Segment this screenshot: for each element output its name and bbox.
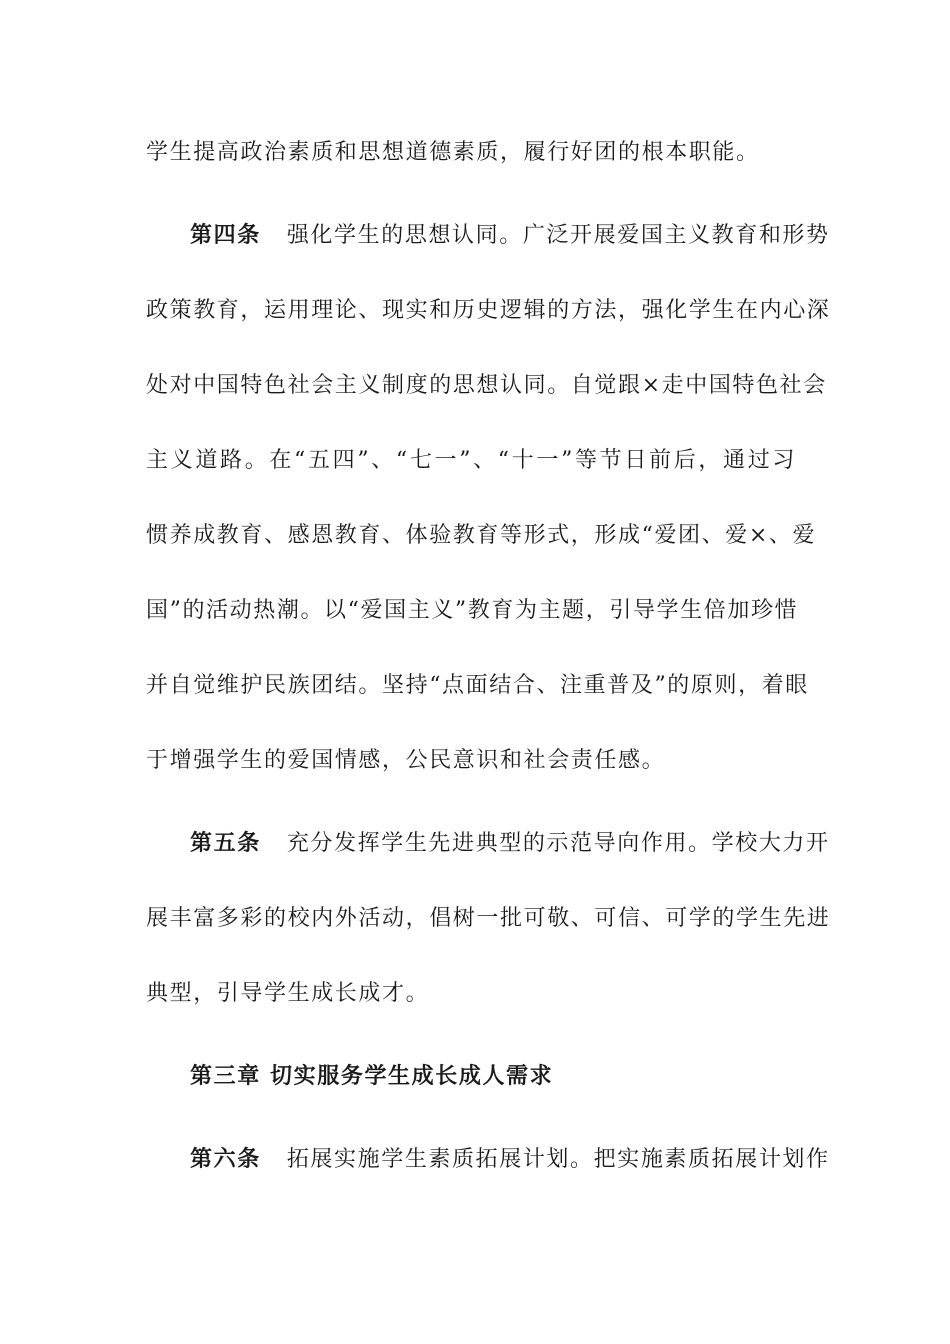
text: 典型，引导学生成长成才。 [146,981,430,1006]
article-4-first-line [190,222,830,250]
chapter-heading-text: 第三章 切实服务学生成长成人需求 [190,1064,554,1089]
text: 充分发挥学生先进典型的示范导向作用。学校大力开 [286,831,830,856]
text: 国”的活动热潮。以“爱国主义”教育为主题，引导学生倍加珍惜 [146,598,799,623]
paragraph-line [146,597,799,625]
paragraph-line [146,372,827,400]
text: 展丰富多彩的校内外活动，倡树一批可敬、可信、可学的学生先进 [146,906,831,931]
text: 并自觉维护民族团结。坚持“点面结合、注重普及”的原则，着眼 [146,673,809,698]
paragraph-line [146,447,796,475]
paragraph-line [146,672,809,700]
text: 于增强学生的爱国情感，公民意识和社会责任感。 [146,748,666,773]
article-6-first-line [190,1146,830,1174]
paragraph-line [146,980,796,1008]
article-6-label: 第六条 [190,1147,261,1172]
text: 强化学生的思想认同。广泛开展爱国主义教育和形势 [286,223,830,248]
text: 处对中国特色社会主义制度的思想认同。自觉跟×走中国特色社会 [146,373,827,398]
text: 政策教育，运用理论、现实和历史逻辑的方法，强化学生在内心深 [146,298,831,323]
article-5-label: 第五条 [190,831,261,856]
text: 主义道路。在“五四”、“七一”、“十一”等节日前后，通过习 [146,448,796,473]
text: 惯养成教育、感恩教育、体验教育等形式，形成“爱团、爱×、爱 [146,523,817,548]
paragraph-line [146,297,831,325]
article-4-label: 第四条 [190,223,261,248]
paragraph-line [146,522,817,550]
paragraph-line [146,139,796,167]
paragraph-line [146,905,831,933]
chapter-3-heading [190,1063,796,1091]
paragraph-line [146,747,796,775]
text: 学生提高政治素质和思想道德素质，履行好团的根本职能。 [146,140,760,165]
article-5-first-line [190,830,830,858]
text: 拓展实施学生素质拓展计划。把实施素质拓展计划作 [286,1147,830,1172]
